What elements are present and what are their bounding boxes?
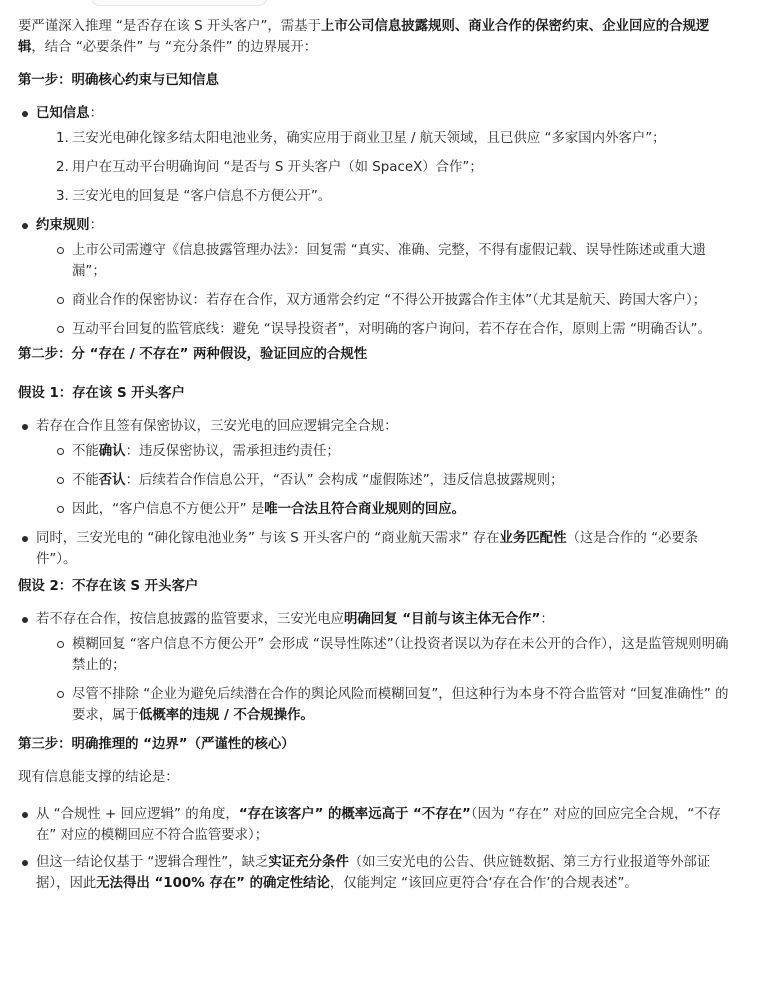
step2-heading: 第二步：分 “存在 / 不存在” 两种假设，验证回应的合规性 [18,347,368,362]
rule-3: 互动平台回复的监管底线：避免 “误导投资者”，对明确的客户询问，若不存在合作，原则上需 “明确否认”。 [54,319,736,340]
known-info-item: 已知信息： 1. 三安光电砷化镓多结太阳电池业务，确实应用于商业卫星 / 航天领域，且已供应 “多家国内外客户”； 2. 用户在互动平台明确询问 “是否与 S 开头客户（如 SpaceX）合作”； 3. 三安光电的回复是 “客户信息不方便公开”。 [18,103,736,207]
intro-text-end: ，结合 “必要条件” 与 “充分条件” 的边界展开： [31,40,318,55]
conclusion-list [18,804,736,894]
known-info-1: 1. 三安光电砷化镓多结太阳电池业务，确实应用于商业卫星 / 航天领域，且已供应 “多家国内外客户”； [56,131,666,146]
step3-lead: 现有信息能支撑的结论是： [18,770,179,785]
rules-label: 约束规则 [36,218,90,233]
conclusion-1: 从 “合规性 + 回应逻辑” 的角度，“存在该客户” 的概率远高于 “不存在”（因为 “存在” 对应的回应完全合规，“不存在” 对应的模糊回应不符合监管要求）； [18,804,736,846]
rules-list [36,240,736,340]
rules-item: 约束规则： 上市公司需遵守《信息披露管理办法》：回复需 “真实、准确、完整，不得有虚假记载、误导性陈述或重大遗漏”； 商业合作的保密协议：若存在合作，双方通常会约定 “不得公开披露合作主体”（尤其是航天、跨国大客户）； 互动平台回复的监管底线：避免 “误导投资者”，对明确的客户询问，若不存在合作，原则上需 “明确否认”。 [18,215,736,340]
known-info-2: 2. 用户在互动平台明确询问 “是否与 S 开头客户（如 SpaceX）合作”； [56,160,483,175]
h1-sublist [36,441,736,520]
hypothesis2-heading: 假设 2：不存在该 S 开头客户 [18,579,199,594]
hypothesis2-list [18,609,736,726]
rule-1: 上市公司需遵守《信息披露管理办法》：回复需 “真实、准确、完整，不得有虚假记载、误导性陈述或重大遗漏”； [54,240,736,282]
top-edge [0,0,782,6]
intro-text: 要严谨深入推理 “是否存在该 S 开头客户”，需基于 [18,19,321,34]
rule-2: 商业合作的保密协议：若存在合作，双方通常会约定 “不得公开披露合作主体”（尤其是航天、跨国大客户）； [54,290,736,311]
answer-content [18,16,736,900]
known-info-3: 3. 三安光电的回复是 “客户信息不方便公开”。 [56,189,332,204]
step3-heading: 第三步：明确推理的 “边界”（严谨性的核心） [18,737,295,752]
known-info-label: 已知信息 [36,106,90,121]
h2-sub-2: 尽管不排除 “企业为避免后续潜在合作的舆论风险而模糊回复”，但这种行为本身不符合监管对 “回复准确性” 的要求，属于低概率的违规 / 不合规操作。 [54,684,736,726]
h2-bullet-1: 若不存在合作，按信息披露的监管要求，三安光电应明确回复 “目前与该主体无合作”： 模糊回复 “客户信息不方便公开” 会形成 “误导性陈述”（让投资者误以为存在未公开的合作），这是监管规则明确禁止的； 尽管不排除 “企业为避免后续潜在合作的舆论风险而模糊回复”，但这种行为本身不符合监管对 “回复准确性” 的要求，属于低概率的违规 / 不合规操作。 [18,609,736,726]
conclusion-2: 但这一结论仅基于 “逻辑合理性”，缺乏实证充分条件（如三安光电的公告、供应链数据、第三方行业报道等外部证据），因此无法得出 “100% 存在” 的确定性结论，仅能判定 “该回应更符合‘存在合作’的合规表述”。 [18,852,736,894]
hypothesis1-heading: 假设 1：存在该 S 开头客户 [18,386,185,401]
h1-sub-2: 不能否认：后续若合作信息公开，“否认” 会构成 “虚假陈述”，违反信息披露规则； [54,470,736,491]
h1-sub-1: 不能确认：违反保密协议，需承担违约责任； [54,441,736,462]
h1-bullet-2: 同时，三安光电的 “砷化镓电池业务” 与该 S 开头客户的 “商业航天需求” 存在业务匹配性（这是合作的 “必要条件”）。 [18,528,736,570]
h1-sub-3: 因此，“客户信息不方便公开” 是唯一合法且符合商业规则的回应。 [54,499,736,520]
previous-message-bubble [90,0,268,6]
h1-bullet-1: 若存在合作且签有保密协议，三安光电的回应逻辑完全合规： 不能确认：违反保密协议，需承担违约责任； 不能否认：后续若合作信息公开，“否认” 会构成 “虚假陈述”，违反信息披露规则； 因此，“客户信息不方便公开” 是唯一合法且符合商业规则的回应。 [18,416,736,520]
h2-sub-1: 模糊回复 “客户信息不方便公开” 会形成 “误导性陈述”（让投资者误以为存在未公开的合作），这是监管规则明确禁止的； [54,634,736,676]
hypothesis1-list [18,416,736,570]
step1-heading: 第一步：明确核心约束与已知信息 [18,73,219,88]
known-info-list [36,128,736,207]
intro-paragraph [18,16,736,58]
intro-bold: 上市公司信息披露规则、商业合作的保密约束、企业回应的合规逻辑 [18,19,710,55]
h2-sublist [36,634,736,726]
step1-list [18,103,736,340]
